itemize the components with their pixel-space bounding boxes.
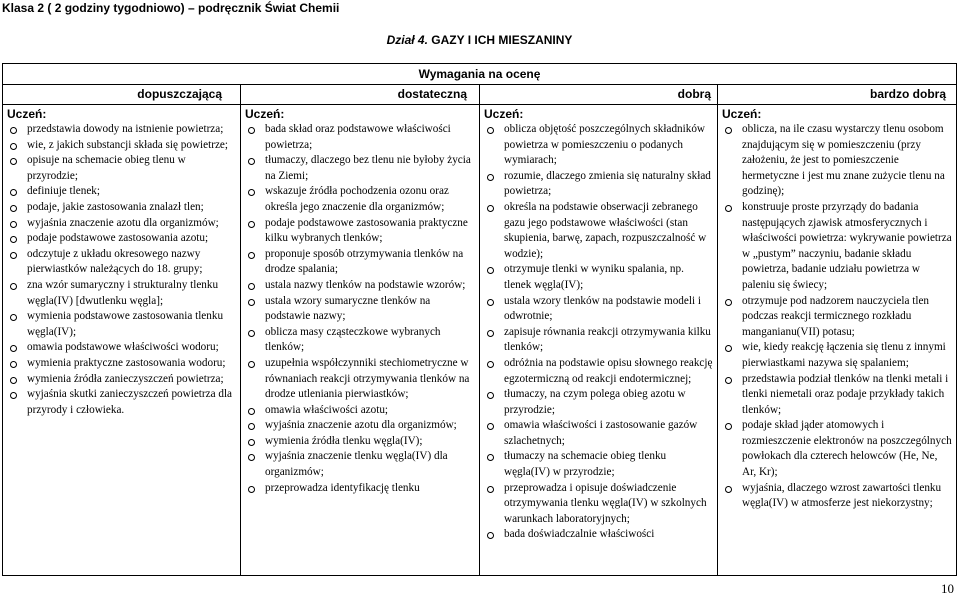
requirement-text: tłumaczy, dlaczego bez tlenu nie byłoby życia na Ziemi; — [265, 154, 471, 182]
requirements-group-header: Wymagania na ocenę — [3, 64, 957, 85]
requirement-item — [245, 356, 476, 403]
bullet-icon — [10, 205, 17, 212]
bullet-icon — [248, 252, 255, 259]
requirement-text: określa na podstawie obserwacji zebranego gazu jego podstawowe właściwości (stan skupienia, barwę, zapach, rozpuszczalność w wodzie); — [504, 200, 707, 260]
requirements-list — [245, 122, 476, 496]
requirement-item — [7, 372, 237, 388]
requirement-item — [7, 200, 237, 216]
requirement-item — [722, 340, 953, 371]
requirement-text: opisuje na schemacie obieg tlenu w przyrodzie; — [27, 154, 186, 182]
requirement-text: wymienia źródła zanieczyszczeń powietrza; — [27, 372, 224, 385]
column-dobra — [480, 105, 718, 576]
requirement-item — [484, 418, 714, 449]
requirement-text: definiuje tlenek; — [27, 185, 101, 198]
requirement-item — [245, 403, 476, 419]
requirement-text: wyjaśnia znaczenie azotu dla organizmów; — [265, 419, 457, 432]
requirement-item — [484, 387, 714, 418]
bullet-icon — [487, 127, 494, 134]
bullet-icon — [248, 486, 255, 493]
requirement-item — [722, 418, 953, 480]
requirement-item — [7, 122, 237, 138]
column-bardzo-dobra — [718, 105, 957, 576]
requirement-text: podaje podstawowe zastosowania praktyczne kilku wybranych tlenków; — [265, 216, 468, 245]
bullet-icon — [10, 158, 17, 165]
bullet-icon — [248, 299, 255, 306]
requirement-item — [7, 231, 237, 247]
requirement-item — [7, 247, 237, 278]
requirement-text: tłumaczy na schemacie obieg tlenku węgla(IV) w przyrodzie; — [504, 450, 667, 479]
bullet-icon — [10, 283, 17, 290]
requirement-text: wymienia źródła tlenku węgla(IV); — [265, 434, 423, 447]
requirement-text: wymienia podstawowe zastosowania tlenku węgla(IV); — [27, 310, 224, 338]
requirement-text: wie, z jakich substancji składa się powietrze; — [27, 138, 228, 151]
requirement-item — [245, 418, 476, 434]
bullet-icon — [248, 127, 255, 134]
requirement-item — [245, 278, 476, 294]
requirement-text: ustala nazwy tlenków na podstawie wzorów; — [265, 278, 466, 291]
requirements-table — [2, 63, 957, 576]
bullet-icon — [248, 423, 255, 430]
requirement-text: tłumaczy, na czym polega obieg azotu w przyrodzie; — [504, 388, 686, 416]
requirement-text: ustala wzory sumaryczne tlenków na podstawie nazwy; — [265, 294, 431, 323]
bullet-icon — [725, 127, 732, 134]
requirement-item — [484, 481, 714, 528]
bullet-icon — [248, 283, 255, 290]
requirement-item — [7, 184, 237, 200]
requirement-text: przeprowadza i opisuje doświadczenie otrzymywania tlenku węgla(IV) w szkolnych warunkach laboratoryjnych; — [504, 481, 707, 525]
bullet-icon — [487, 486, 494, 493]
bullet-icon — [487, 454, 494, 461]
requirement-text: odróżnia na podstawie opisu słownego reakcję egzotermiczną od reakcji endotermicznej; — [504, 356, 713, 385]
bullet-icon — [725, 377, 732, 384]
bullet-icon — [10, 236, 17, 243]
requirement-text: otrzymuje pod nadzorem nauczyciela tlen podczas reakcji termicznego rozkładu manganianu(VII) potasu; — [742, 294, 929, 338]
bullet-icon — [248, 454, 255, 461]
requirement-text: wymienia praktyczne zastosowania wodoru; — [27, 356, 226, 369]
bullet-icon — [725, 423, 732, 430]
requirement-item — [7, 138, 237, 154]
requirement-text: wyjaśnia znaczenie tlenku węgla(IV) dla organizmów; — [265, 450, 448, 479]
requirement-item — [245, 481, 476, 497]
requirement-text: przedstawia podział tlenków na tlenki metali i tlenki niemetali oraz podaje przykłady takich tlenków; — [742, 372, 949, 416]
requirement-item — [245, 434, 476, 450]
requirement-text: podaje, jakie zastosowania znalazł tlen; — [27, 200, 204, 213]
requirement-text: zna wzór sumaryczny i strukturalny tlenku węgla(IV) [dwutlenku węgla]; — [27, 278, 219, 307]
bullet-icon — [487, 205, 494, 212]
bullet-icon — [10, 377, 17, 384]
bullet-icon — [725, 205, 732, 212]
requirement-text: wyjaśnia skutki zanieczyszczeń powietrza dla przyrody i człowieka. — [27, 388, 233, 416]
requirement-item — [245, 294, 476, 325]
requirement-item — [7, 309, 237, 340]
requirement-item — [484, 169, 714, 200]
page-number: 10 — [941, 581, 954, 596]
bullet-icon — [725, 299, 732, 306]
requirements-list — [722, 122, 953, 512]
requirement-item — [484, 200, 714, 262]
bullet-icon — [248, 361, 255, 368]
requirement-item — [245, 216, 476, 247]
requirements-list — [484, 122, 714, 543]
bullet-icon — [10, 221, 17, 228]
requirement-item — [245, 153, 476, 184]
requirement-item — [245, 325, 476, 356]
bullet-icon — [248, 189, 255, 196]
requirement-text: wyjaśnia, dlaczego wzrost zawartości tlenku węgla(IV) w atmosferze jest niekorzystny; — [742, 481, 942, 510]
bullet-icon — [487, 267, 494, 274]
bullet-icon — [10, 361, 17, 368]
requirement-text: omawia właściwości azotu; — [265, 403, 389, 416]
requirement-item — [245, 247, 476, 278]
section-prefix: Dział 4. — [386, 33, 428, 47]
bullet-icon — [248, 408, 255, 415]
requirement-item — [484, 449, 714, 480]
bullet-icon — [725, 345, 732, 352]
requirement-text: rozumie, dlaczego zmienia się naturalny skład powietrza; — [504, 169, 711, 198]
requirement-text: przeprowadza identyfikację tlenku — [265, 481, 420, 494]
requirement-text: uzupełnia współczynniki stechiometryczne w równaniach reakcji otrzymywania tlenków na drodze utleniania pierwiastków; — [265, 356, 470, 401]
bullet-icon — [248, 221, 255, 228]
requirement-text: zapisuje równania reakcji otrzymywania kilku tlenków; — [504, 325, 711, 354]
requirement-item — [484, 527, 714, 543]
requirement-item — [7, 278, 237, 309]
requirement-text: podaje skład jąder atomowych i rozmieszczenie elektronów na poszczególnych powłokach dla czterech helowców (He, Ne, Ar, Kr); — [742, 419, 952, 479]
requirement-item — [722, 481, 953, 512]
requirement-text: oblicza objętość poszczególnych składników powietrza w pomieszczeniu o podanych wymiarach; — [504, 123, 706, 167]
student-label: Uczeń: — [484, 107, 524, 121]
requirement-item — [7, 340, 237, 356]
requirement-item — [722, 294, 953, 341]
bullet-icon — [487, 423, 494, 430]
requirement-item — [245, 184, 476, 215]
bullet-icon — [10, 252, 17, 259]
requirement-text: przedstawia dowody na istnienie powietrza; — [27, 123, 224, 135]
requirement-text: ustala wzory tlenków na podstawie modeli i odwrotnie; — [504, 294, 701, 323]
bullet-icon — [248, 330, 255, 337]
column-dopuszczajaca — [3, 105, 241, 576]
bullet-icon — [248, 158, 255, 165]
bullet-icon — [725, 486, 732, 493]
requirement-text: oblicza masy cząsteczkowe wybranych tlenków; — [265, 325, 441, 354]
requirement-item — [484, 356, 714, 387]
requirement-text: bada doświadczalnie właściwości — [504, 528, 655, 541]
requirement-item — [245, 122, 476, 153]
bullet-icon — [487, 299, 494, 306]
requirement-text: wyjaśnia znaczenie azotu dla organizmów; — [27, 216, 219, 229]
bullet-icon — [10, 189, 17, 196]
requirements-list — [7, 122, 237, 418]
bullet-icon — [10, 143, 17, 150]
bullet-icon — [487, 361, 494, 368]
bullet-icon — [10, 127, 17, 134]
requirement-item — [484, 262, 714, 293]
requirement-text: proponuje sposób otrzymywania tlenków na drodze spalania; — [265, 247, 464, 276]
level-header-dostateczna: dostateczną — [241, 85, 480, 105]
level-header-bardzo-dobra: bardzo dobrą — [718, 85, 957, 105]
bullet-icon — [487, 174, 494, 181]
section-heading — [0, 33, 959, 47]
requirement-text: wie, kiedy reakcję łączenia się tlenu z innymi pierwiastkami nazywa się spalaniem; — [742, 341, 946, 369]
requirement-text: omawia właściwości i zastosowanie gazów szlachetnych; — [504, 419, 698, 447]
level-header-dopuszczajaca: dopuszczającą — [3, 85, 241, 105]
bullet-icon — [10, 345, 17, 352]
requirement-item — [7, 387, 237, 418]
requirement-text: bada skład oraz podstawowe właściwości powietrza; — [265, 123, 451, 151]
student-label: Uczeń: — [245, 107, 285, 121]
bullet-icon — [10, 392, 17, 399]
bullet-icon — [10, 314, 17, 321]
requirement-item — [722, 372, 953, 419]
requirement-item — [245, 449, 476, 480]
bullet-icon — [487, 392, 494, 399]
bullet-icon — [248, 439, 255, 446]
level-header-dobra: dobrą — [480, 85, 718, 105]
requirement-item — [7, 216, 237, 232]
requirement-item — [722, 122, 953, 200]
requirement-item — [484, 325, 714, 356]
requirement-text: otrzymuje tlenki w wyniku spalania, np. tlenek węgla(IV); — [504, 263, 684, 291]
class-info: Klasa 2 ( 2 godziny tygodniowo) – podręcznik Świat Chemii — [2, 1, 340, 15]
requirement-text: omawia podstawowe właściwości wodoru; — [27, 341, 219, 354]
requirement-text: odczytuje z układu okresowego nazwy pierwiastków należących do 18. grupy; — [27, 247, 203, 276]
student-label: Uczeń: — [722, 107, 762, 121]
section-title: GAZY I ICH MIESZANINY — [431, 33, 573, 47]
requirement-text: oblicza, na ile czasu wystarczy tlenu osobom znajdującym się w pomieszczeniu (przy założeniu, że jest to pomieszczenie hermetyczne i jest mu znane zużycie tlenu na godzinę); — [742, 123, 945, 198]
requirement-item — [7, 356, 237, 372]
requirement-item — [722, 200, 953, 294]
requirement-text: konstruuje proste przyrządy do badania następujących zjawisk atmosferycznych i właściwości powietrza: wykrywanie powietrza w „pustym” naczyniu, badanie składu powietrza, badanie udziału powietrza w paleniu się świecy; — [742, 200, 952, 291]
requirement-item — [484, 294, 714, 325]
column-dostateczna — [241, 105, 480, 576]
requirement-text: wskazuje źródła pochodzenia ozonu oraz określa jego znaczenie dla organizmów; — [265, 185, 449, 213]
bullet-icon — [487, 330, 494, 337]
requirement-item — [7, 153, 237, 184]
student-label: Uczeń: — [7, 107, 47, 121]
bullet-icon — [487, 532, 494, 539]
requirement-item — [484, 122, 714, 169]
requirement-text: podaje podstawowe zastosowania azotu; — [27, 232, 209, 245]
